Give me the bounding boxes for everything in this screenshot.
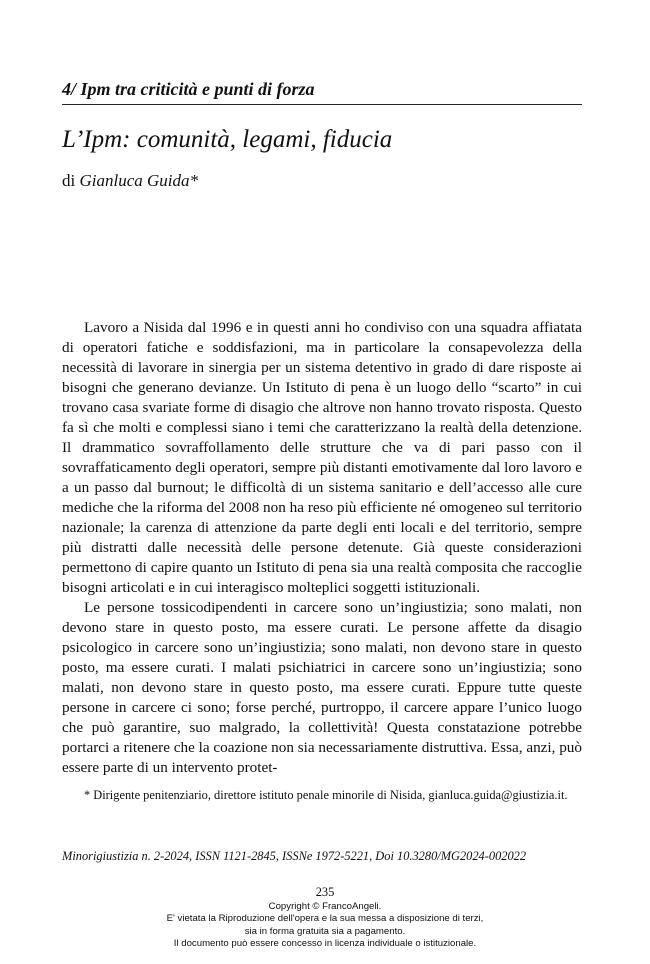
article-title: L’Ipm: comunità, legami, fiducia [62,126,393,153]
copyright-line: E' vietata la Riproduzione dell'opera e la sua messa a disposizione di terzi, [166,913,484,925]
section-heading: 4/ Ipm tra criticità e punti di forza [62,79,315,99]
section-divider [62,104,582,105]
copyright-line: sia in forma gratuita sia a pagamento. [244,925,406,937]
author-name: Gianluca Guida* [79,171,199,190]
copyright-line: Copyright © FrancoAngeli. [268,901,382,912]
byline [62,170,582,192]
article-body [62,318,582,778]
byline-prefix: di [62,171,76,190]
body-paragraph: Lavoro a Nisida dal 1996 e in questi anni ho condiviso con una squadra affiatata di operatori fatiche e soddisfazioni, ma in particolare la consapevolezza della necessità di lavorare in sinergia per un sistema detentivo in grado di dare risposte ai bisogni che generano devianze. Un Istituto di pena è un luogo dello “scarto” in cui trovano casa svariate forme di disagio che altrove non hanno trovato risposta. Questo fa sì che molti e complessi siano i temi che caratterizzano la realtà della detenzione. Il drammatico sovraffollamento delle strutture che va di pari passo con il sovraffaticamento degli operatori, sempre più distanti emotivamente dal loro lavoro e a un passo dal burnout; le difficoltà di un sistema sanitario e dell’accesso alle cure mediche che la riforma del 2008 non ha reso più efficiente né omogeneo sul territorio nazionale; la carenza di attenzione da parte degli enti locali e del territorio, sempre più distratti dalle necessità delle persone detenute. Già queste considerazioni permettono di capire quanto un Istituto di pena sia una realtà composita che raccoglie bisogni articolati e in cui interagisco molteplici soggetti istituzionali. [62,319,582,596]
page-number: 235 [315,885,335,899]
footnote: * Dirigente penitenziario, direttore istituto penale minorile di Nisida, gianluca.guida@giustizia.it. [84,788,568,802]
copyright-notice [0,901,650,951]
copyright-line: Il documento può essere concesso in licenza individuale o istituzionale. [173,938,477,950]
journal-citation: Minorigiustizia n. 2-2024, ISSN 1121-2845, ISSNe 1972-5221, Doi 10.3280/MG2024-002022 [62,849,527,863]
body-paragraph: Le persone tossicodipendenti in carcere sono un’ingiustizia; sono malati, non devono stare in questo posto, ma essere curati. Le persone affette da disagio psicologico in carcere sono un’ingiustizia; sono malati, non devono stare in questo posto, ma essere curati. I malati psichiatrici in carcere sono un’ingiustizia; sono malati, non devono stare in questo posto, ma essere curati. Eppure tutte queste persone in carcere ci sono; forse perché, purtroppo, il carcere appare l’unico luogo che può garantire, suo malgrado, la collettività! Questa constatazione potrebbe portarci a ritenere che la coazione non sia necessariamente distruttiva. Essa, anzi, può essere parte di un intervento protet- [62,599,582,776]
